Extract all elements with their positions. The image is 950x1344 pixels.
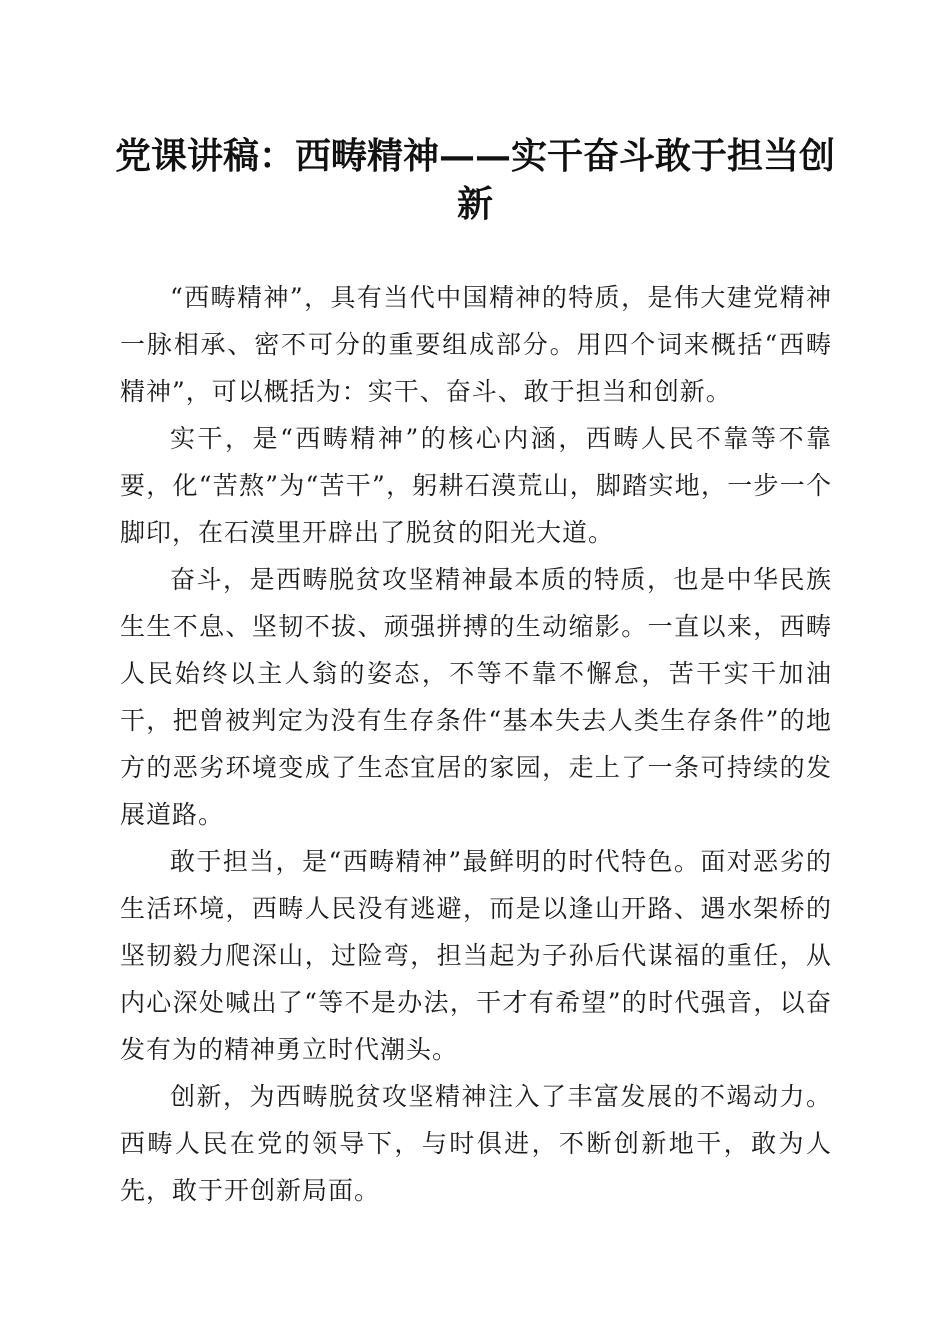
paragraph-chuangxin: 创新，为西畴脱贫攻坚精神注入了丰富发展的不竭动力。西畴人民在党的领导下，与时俱进，不断创新地干，敢为人先，敢于开创新局面。 <box>120 1082 832 1205</box>
paragraph-dandang: 敢于担当，是“西畴精神”最鲜明的时代特色。面对恶劣的生活环境，西畴人民没有逃避，而是以逢山开路、遇水架桥的坚韧毅力爬深山，过险弯，担当起为子孙后代谋福的重任，从内心深处喊出了“等不是办法，干才有希望”的时代强音，以奋发有为的精神勇立时代潮头。 <box>120 847 832 1064</box>
document-title: 党课讲稿：西畴精神——实干奋斗敢于担当创新 <box>114 135 835 225</box>
document-body <box>120 274 832 1214</box>
paragraph-fendou: 奋斗，是西畴脱贫攻坚精神最本质的特质，也是中华民族生生不息、坚韧不拔、顽强拼搏的生动缩影。一直以来，西畴人民始终以主人翁的姿态，不等不靠不懈怠，苦干实干加油干，把曾被判定为没有生存条件“基本失去人类生存条件”的地方的恶劣环境变成了生态宜居的家园，走上了一条可持续的发展道路。 <box>120 565 832 829</box>
paragraph-intro: “西畴精神”，具有当代中国精神的特质，是伟大建党精神一脉相承、密不可分的重要组成部分。用四个词来概括“西畴精神”，可以概括为：实干、奋斗、敢于担当和创新。 <box>120 283 832 406</box>
paragraph-shigan: 实干，是“西畴精神”的核心内涵，西畴人民不靠等不靠要，化“苦熬”为“苦干”，躬耕石漠荒山，脚踏实地，一步一个脚印，在石漠里开辟出了脱贫的阳光大道。 <box>120 424 832 547</box>
